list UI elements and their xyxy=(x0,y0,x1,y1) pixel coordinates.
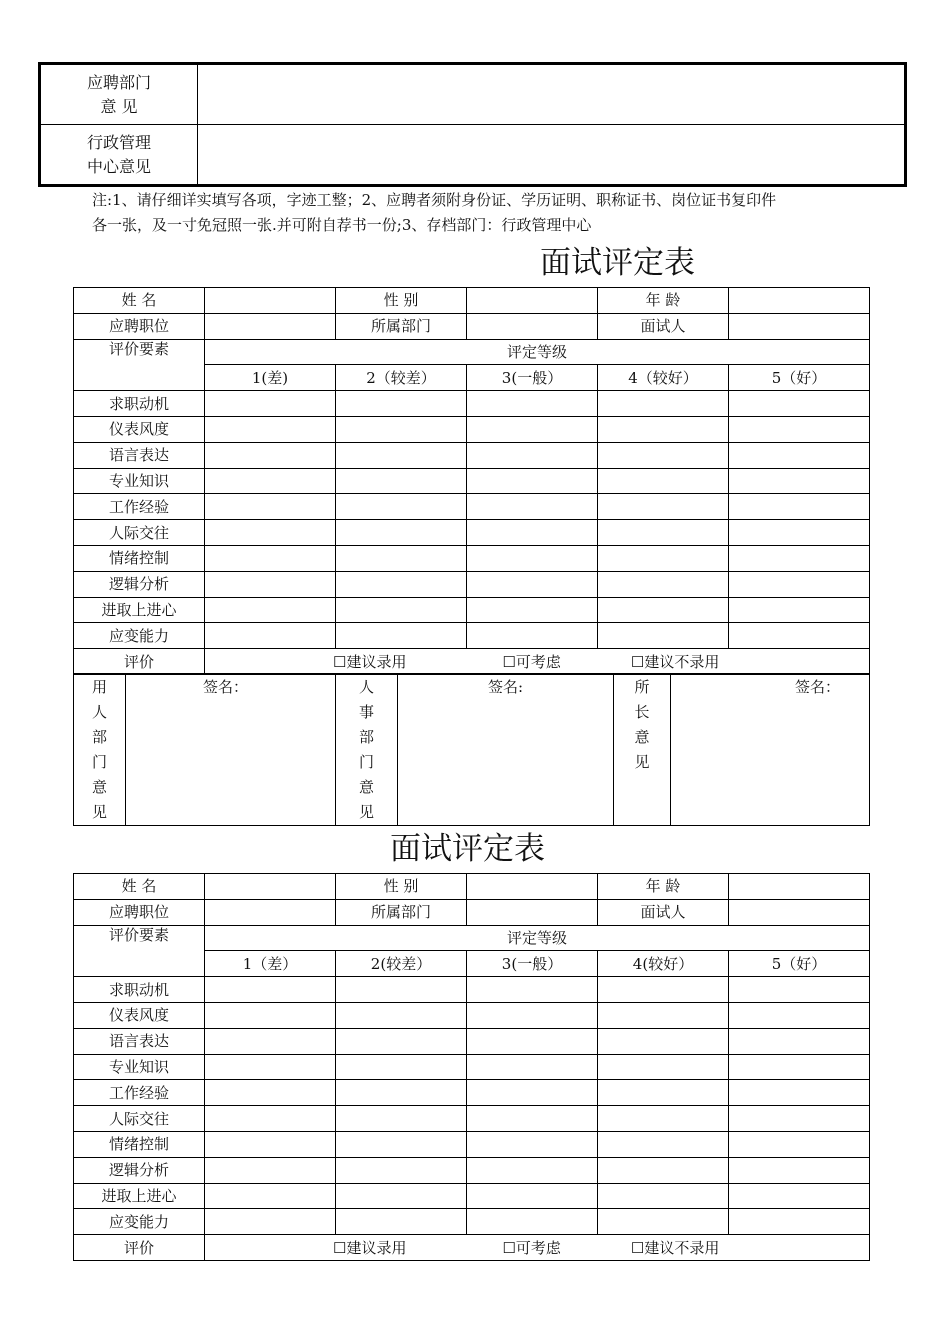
hiring-dept-signature-field[interactable] xyxy=(126,674,336,826)
rating-cell[interactable] xyxy=(598,1028,729,1054)
rating-cell[interactable] xyxy=(729,1209,870,1235)
consider-checkbox[interactable]: ☐可考虑 xyxy=(502,1238,561,1257)
interviewer-label: 面试人 xyxy=(598,313,729,339)
criteria-label: 情绪控制 xyxy=(74,1131,205,1157)
rating-cell[interactable] xyxy=(467,468,598,494)
rating-cell[interactable] xyxy=(467,416,598,442)
label-char: 门 xyxy=(91,753,107,771)
label-char: 部 xyxy=(91,728,107,746)
position-field[interactable] xyxy=(205,313,336,339)
rating-cell[interactable] xyxy=(336,1106,467,1132)
rating-cell[interactable] xyxy=(729,623,870,649)
rating-cell[interactable] xyxy=(729,1002,870,1028)
rating-cell[interactable] xyxy=(336,1002,467,1028)
rating-cell[interactable] xyxy=(205,623,336,649)
opinion-field[interactable] xyxy=(198,125,906,186)
rating-cell[interactable] xyxy=(467,623,598,649)
rating-cell[interactable] xyxy=(205,977,336,1003)
name-field[interactable] xyxy=(205,874,336,900)
criteria-label: 求职动机 xyxy=(74,977,205,1003)
grade-label: 4（较好） xyxy=(598,365,729,391)
criteria-row xyxy=(74,1106,870,1132)
rating-cell[interactable] xyxy=(336,520,467,546)
rating-cell[interactable] xyxy=(598,391,729,417)
evaluation-row xyxy=(74,1235,870,1261)
rating-cell[interactable] xyxy=(467,1080,598,1106)
consider-checkbox[interactable]: ☐可考虑 xyxy=(502,652,561,671)
evaluation-label: 评价 xyxy=(74,649,205,675)
criteria-row xyxy=(74,391,870,417)
rating-cell[interactable] xyxy=(205,571,336,597)
criteria-row xyxy=(74,494,870,520)
signature-label: 签名： xyxy=(794,678,840,696)
rating-cell[interactable] xyxy=(467,571,598,597)
rating-cell[interactable] xyxy=(729,1131,870,1157)
criteria-row xyxy=(74,1054,870,1080)
grade-label: 5（好） xyxy=(729,951,870,977)
criteria-label: 工作经验 xyxy=(74,494,205,520)
criteria-label: 人际交往 xyxy=(74,520,205,546)
rating-cell[interactable] xyxy=(467,1183,598,1209)
rating-cell[interactable] xyxy=(729,1054,870,1080)
gender-label: 性 别 xyxy=(336,874,467,900)
rating-cell[interactable] xyxy=(336,597,467,623)
rating-cell[interactable] xyxy=(729,1183,870,1209)
grade-label: 3(一般） xyxy=(467,365,598,391)
rating-cell[interactable] xyxy=(336,468,467,494)
table-row xyxy=(74,899,870,925)
department-field[interactable] xyxy=(467,899,598,925)
label-char: 意 xyxy=(358,778,374,796)
table-row xyxy=(40,64,906,125)
signature-table xyxy=(73,673,870,826)
rating-cell[interactable] xyxy=(205,416,336,442)
rating-cell[interactable] xyxy=(205,1209,336,1235)
label-char: 意 xyxy=(634,728,650,746)
age-field[interactable] xyxy=(729,288,870,314)
rating-cell[interactable] xyxy=(598,1209,729,1235)
recommend-hire-checkbox[interactable]: ☐建议录用 xyxy=(333,1238,407,1257)
rating-cell[interactable] xyxy=(336,1131,467,1157)
label-char: 见 xyxy=(91,803,107,821)
rating-cell[interactable] xyxy=(205,1157,336,1183)
criteria-row xyxy=(74,1183,870,1209)
rating-cell[interactable] xyxy=(467,442,598,468)
form-title: 面试评定表 xyxy=(390,831,545,867)
rating-cell[interactable] xyxy=(336,977,467,1003)
grade-label: 3(一般） xyxy=(467,951,598,977)
position-field[interactable] xyxy=(205,899,336,925)
rating-cell[interactable] xyxy=(205,1080,336,1106)
rating-cell[interactable] xyxy=(729,1080,870,1106)
criteria-label: 仪表风度 xyxy=(74,1002,205,1028)
criteria-row xyxy=(74,1080,870,1106)
rating-cell[interactable] xyxy=(598,520,729,546)
rating-cell[interactable] xyxy=(205,468,336,494)
label-char: 意 xyxy=(91,778,107,796)
rating-cell[interactable] xyxy=(205,1106,336,1132)
rating-cell[interactable] xyxy=(729,494,870,520)
criteria-header: 评价要素 xyxy=(74,339,205,391)
evaluation-options xyxy=(205,1235,870,1261)
label-char: 见 xyxy=(358,803,374,821)
rating-cell[interactable] xyxy=(729,545,870,571)
criteria-row xyxy=(74,468,870,494)
gender-field[interactable] xyxy=(467,288,598,314)
rating-cell[interactable] xyxy=(205,1054,336,1080)
rating-cell[interactable] xyxy=(336,1028,467,1054)
rating-cell[interactable] xyxy=(336,416,467,442)
rating-cell[interactable] xyxy=(336,494,467,520)
table-row xyxy=(74,874,870,900)
label-line: 应聘部门 xyxy=(86,72,151,92)
criteria-row xyxy=(74,545,870,571)
label-char: 用 xyxy=(91,678,107,696)
interviewer-field[interactable] xyxy=(729,313,870,339)
not-recommend-checkbox[interactable]: ☐建议不录用 xyxy=(630,1238,720,1257)
age-field[interactable] xyxy=(729,874,870,900)
hr-dept-signature-field[interactable] xyxy=(398,674,614,826)
criteria-label: 语言表达 xyxy=(74,442,205,468)
table-row xyxy=(74,925,870,951)
rating-cell[interactable] xyxy=(729,1106,870,1132)
criteria-row xyxy=(74,597,870,623)
rating-cell[interactable] xyxy=(205,442,336,468)
rating-cell[interactable] xyxy=(598,1131,729,1157)
rating-cell[interactable] xyxy=(467,1106,598,1132)
rating-cell[interactable] xyxy=(598,571,729,597)
rating-cell[interactable] xyxy=(336,1080,467,1106)
rating-cell[interactable] xyxy=(729,571,870,597)
grade-header: 评定等级 xyxy=(205,925,870,951)
criteria-label: 进取上进心 xyxy=(74,1183,205,1209)
label-char: 部 xyxy=(358,728,374,746)
department-opinion-table xyxy=(38,62,907,187)
rating-cell[interactable] xyxy=(598,1080,729,1106)
criteria-label: 逻辑分析 xyxy=(74,571,205,597)
rating-cell[interactable] xyxy=(336,545,467,571)
note-line: 各一张，及一寸免冠照一张.并可附自荐书一份;3、存档部门：行政管理中心 xyxy=(92,216,592,234)
grade-header: 评定等级 xyxy=(205,339,870,365)
criteria-label: 应变能力 xyxy=(74,1209,205,1235)
criteria-row xyxy=(74,416,870,442)
rating-cell[interactable] xyxy=(467,597,598,623)
rating-cell[interactable] xyxy=(205,494,336,520)
hr-dept-opinion-label xyxy=(336,674,398,826)
signature-row xyxy=(74,674,870,826)
criteria-row xyxy=(74,623,870,649)
rating-cell[interactable] xyxy=(205,520,336,546)
grade-label: 1（差） xyxy=(205,951,336,977)
criteria-row xyxy=(74,442,870,468)
note-line: 注:1、请仔细详实填写各项，字迹工整；2、应聘者须附身份证、学历证明、职称证书、岗位证书复印件 xyxy=(92,191,777,209)
criteria-row xyxy=(74,977,870,1003)
department-label: 所属部门 xyxy=(336,899,467,925)
criteria-label: 语言表达 xyxy=(74,1028,205,1054)
rating-cell[interactable] xyxy=(205,597,336,623)
rating-cell[interactable] xyxy=(729,977,870,1003)
criteria-label: 专业知识 xyxy=(74,1054,205,1080)
criteria-label: 专业知识 xyxy=(74,468,205,494)
position-label: 应聘职位 xyxy=(74,313,205,339)
gender-label: 性 别 xyxy=(336,288,467,314)
row-label xyxy=(40,64,198,125)
interview-evaluation-table xyxy=(73,873,870,1261)
rating-cell[interactable] xyxy=(467,1054,598,1080)
gender-field[interactable] xyxy=(467,874,598,900)
rating-cell[interactable] xyxy=(598,416,729,442)
label-line: 中心意见 xyxy=(86,156,151,176)
signature-label: 签名： xyxy=(202,678,248,696)
rating-cell[interactable] xyxy=(467,520,598,546)
label-char: 人 xyxy=(91,703,107,721)
rating-cell[interactable] xyxy=(598,545,729,571)
department-field[interactable] xyxy=(467,313,598,339)
criteria-label: 应变能力 xyxy=(74,623,205,649)
table-row xyxy=(74,288,870,314)
grade-label: 4(较好） xyxy=(598,951,729,977)
criteria-label: 仪表风度 xyxy=(74,416,205,442)
table-row xyxy=(40,125,906,186)
rating-cell[interactable] xyxy=(467,391,598,417)
form-title: 面试评定表 xyxy=(540,245,695,281)
rating-cell[interactable] xyxy=(467,977,598,1003)
rating-cell[interactable] xyxy=(598,468,729,494)
criteria-row xyxy=(74,1028,870,1054)
recommend-hire-checkbox[interactable]: ☐建议录用 xyxy=(333,652,407,671)
hiring-dept-opinion-label xyxy=(74,674,126,826)
label-char: 长 xyxy=(634,703,650,721)
signature-label: 签名: xyxy=(487,678,524,696)
criteria-label: 人际交往 xyxy=(74,1106,205,1132)
rating-cell[interactable] xyxy=(598,1002,729,1028)
row-label xyxy=(40,125,198,186)
criteria-header: 评价要素 xyxy=(74,925,205,977)
grade-label: 1(差) xyxy=(205,365,336,391)
rating-cell[interactable] xyxy=(467,1028,598,1054)
label-line: 意 见 xyxy=(100,96,138,116)
rating-cell[interactable] xyxy=(729,391,870,417)
rating-cell[interactable] xyxy=(598,494,729,520)
label-char: 所 xyxy=(634,678,650,696)
rating-cell[interactable] xyxy=(336,623,467,649)
age-label: 年 龄 xyxy=(598,874,729,900)
criteria-label: 工作经验 xyxy=(74,1080,205,1106)
rating-cell[interactable] xyxy=(729,468,870,494)
age-label: 年 龄 xyxy=(598,288,729,314)
criteria-row xyxy=(74,1157,870,1183)
rating-cell[interactable] xyxy=(598,977,729,1003)
rating-cell[interactable] xyxy=(336,1209,467,1235)
rating-cell[interactable] xyxy=(467,1131,598,1157)
rating-cell[interactable] xyxy=(598,623,729,649)
rating-cell[interactable] xyxy=(205,1002,336,1028)
rating-cell[interactable] xyxy=(336,1054,467,1080)
rating-cell[interactable] xyxy=(205,1028,336,1054)
rating-cell[interactable] xyxy=(336,442,467,468)
rating-cell[interactable] xyxy=(598,1106,729,1132)
rating-cell[interactable] xyxy=(336,571,467,597)
label-char: 人 xyxy=(358,678,374,696)
label-char: 见 xyxy=(634,753,650,771)
rating-cell[interactable] xyxy=(205,545,336,571)
rating-cell[interactable] xyxy=(467,494,598,520)
grade-label: 5（好） xyxy=(729,365,870,391)
name-field[interactable] xyxy=(205,288,336,314)
rating-cell[interactable] xyxy=(467,1002,598,1028)
rating-cell[interactable] xyxy=(205,1183,336,1209)
grade-label: 2(较差） xyxy=(336,951,467,977)
rating-cell[interactable] xyxy=(598,442,729,468)
rating-cell[interactable] xyxy=(598,1183,729,1209)
criteria-label: 逻辑分析 xyxy=(74,1157,205,1183)
interviewer-label: 面试人 xyxy=(598,899,729,925)
director-signature-field[interactable] xyxy=(671,674,870,826)
grade-label: 2（较差） xyxy=(336,365,467,391)
rating-cell[interactable] xyxy=(729,520,870,546)
criteria-row xyxy=(74,1131,870,1157)
rating-cell[interactable] xyxy=(729,597,870,623)
rating-cell[interactable] xyxy=(336,1157,467,1183)
rating-cell[interactable] xyxy=(467,1209,598,1235)
evaluation-options xyxy=(205,649,870,675)
criteria-row xyxy=(74,1002,870,1028)
rating-cell[interactable] xyxy=(729,1028,870,1054)
rating-cell[interactable] xyxy=(205,1131,336,1157)
criteria-label: 求职动机 xyxy=(74,391,205,417)
criteria-label: 情绪控制 xyxy=(74,545,205,571)
criteria-label: 进取上进心 xyxy=(74,597,205,623)
interview-evaluation-table xyxy=(73,287,870,675)
table-row xyxy=(74,313,870,339)
label-char: 事 xyxy=(358,703,374,721)
director-opinion-label xyxy=(614,674,671,826)
position-label: 应聘职位 xyxy=(74,899,205,925)
criteria-row xyxy=(74,571,870,597)
evaluation-label: 评价 xyxy=(74,1235,205,1261)
rating-cell[interactable] xyxy=(729,1157,870,1183)
evaluation-row xyxy=(74,649,870,675)
note-text xyxy=(92,188,872,238)
rating-cell[interactable] xyxy=(729,416,870,442)
rating-cell[interactable] xyxy=(598,1157,729,1183)
label-line: 行政管理 xyxy=(86,132,151,152)
not-recommend-checkbox[interactable]: ☐建议不录用 xyxy=(630,652,720,671)
rating-cell[interactable] xyxy=(467,1157,598,1183)
name-label: 姓 名 xyxy=(74,874,205,900)
criteria-row xyxy=(74,1209,870,1235)
criteria-row xyxy=(74,520,870,546)
rating-cell[interactable] xyxy=(598,1054,729,1080)
rating-cell[interactable] xyxy=(598,597,729,623)
opinion-field[interactable] xyxy=(198,64,906,125)
rating-cell[interactable] xyxy=(467,545,598,571)
rating-cell[interactable] xyxy=(205,391,336,417)
rating-cell[interactable] xyxy=(336,391,467,417)
table-row xyxy=(74,339,870,365)
interviewer-field[interactable] xyxy=(729,899,870,925)
label-char: 门 xyxy=(358,753,374,771)
rating-cell[interactable] xyxy=(336,1183,467,1209)
department-label: 所属部门 xyxy=(336,313,467,339)
rating-cell[interactable] xyxy=(729,442,870,468)
name-label: 姓 名 xyxy=(74,288,205,314)
